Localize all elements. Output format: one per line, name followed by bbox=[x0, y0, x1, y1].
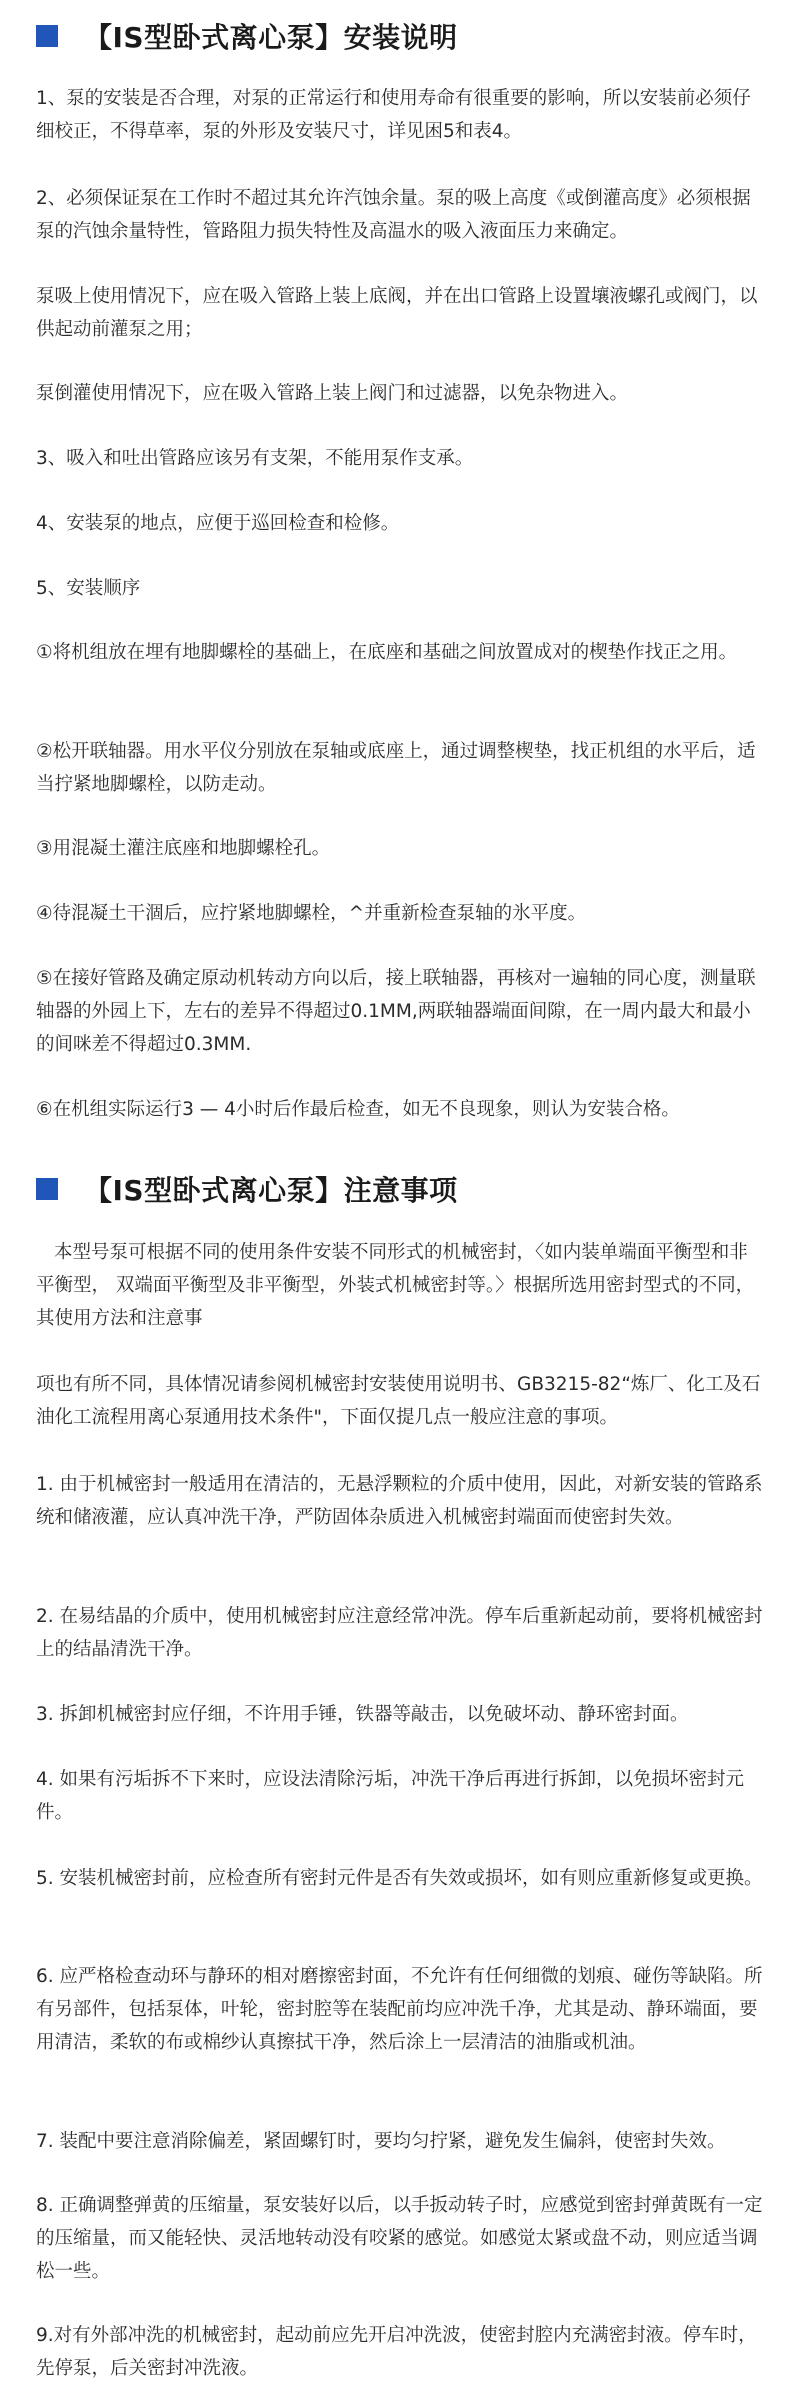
paragraph: 4. 如果有污垢拆不下来时，应设法清除污垢，冲洗干净后再进行拆卸，以免损坏密封元件。 bbox=[36, 1769, 745, 1823]
paragraph: 5. 安装机械密封前，应检查所有密封元件是否有失效或损坏，如有则应重新修复或更换。 bbox=[36, 1868, 763, 1889]
paragraph: 1. 由于机械密封一般适用在清洁的，无悬浮颗粒的介质中使用，因此，对新安装的管路系统和储液灌，应认真冲洗干净，严防固体杂质进入机械密封端面而使密封失效。 bbox=[36, 1474, 763, 1528]
paragraph: 2、必须保证泵在工作时不超过其允许汽蚀余量。泵的吸上高度《或倒灌高度》必须根据泵的汽蚀余量特性，管路阻力损失特性及高温水的吸入液面压力来确定。 bbox=[36, 188, 751, 242]
heading-marker-icon bbox=[36, 1178, 58, 1200]
paragraph: 2. 在易结晶的介质中，使用机械密封应注意经常冲洗。停车后重新起动前，要将机械密封上的结晶清洗干净。 bbox=[36, 1606, 763, 1660]
section-title: 【IS型卧式离心泵】安装说明 bbox=[84, 21, 458, 54]
heading-marker-icon bbox=[36, 25, 58, 47]
paragraph: 9.对有外部冲洗的机械密封，起动前应先开启冲洗波，使密封腔内充满密封液。停车时，先停泵，后关密封冲洗液。 bbox=[36, 2325, 757, 2379]
paragraph: 3、吸入和吐出管路应该另有支架，不能用泵作支承。 bbox=[36, 448, 474, 469]
paragraph: ④待混凝土干涸后，应拧紧地脚螺栓，^并重新检查泵轴的氷平度。 bbox=[36, 903, 587, 924]
paragraph: ②松开联轴器。用水平仪分别放在泵轴或底座上，通过调整楔垫，找正机组的水平后，适当拧紧地脚螺栓，以防走动。 bbox=[36, 741, 756, 795]
paragraph: 6. 应严格检查动环与静环的相对磨擦密封面，不允许有任何细微的划痕、碰伤等缺陷。所有另部件，包括泵体，叶轮，密封腔等在装配前均应冲洗千净，尤其是动、静环端面，要用清洁，柔软的布或棉纱认真擦拭干净，然后涂上一层清洁的油脂或机油。 bbox=[36, 1966, 763, 2053]
paragraph: 泵倒灌使用情况下，应在吸入管路上装上阀门和过滤器，以免杂物进入。 bbox=[36, 383, 629, 404]
paragraph: 项也有所不同，具体情况请参阅机械密封安装使用说明书、GB3215-82“炼厂、化工及石油化工流程用离心泵通用技术条件"，下面仅提几点一般应注意的事项。 bbox=[36, 1374, 761, 1428]
paragraph: 5、安装顺序 bbox=[36, 578, 141, 599]
paragraph: 1、泵的安装是否合理，对泵的正常运行和使用寿命有很重要的影响，所以安装前必须仔细校正，不得草率，泵的外形及安装尺寸，详见困5和表4。 bbox=[36, 88, 751, 142]
section-heading-installation bbox=[36, 14, 458, 58]
section-title: 【IS型卧式离心泵】注意事项 bbox=[84, 1174, 458, 1207]
paragraph: 7. 装配中要注意消除偏差，紧固螺钉时，要均匀拧紧，避免发生偏斜，使密封失效。 bbox=[36, 2131, 726, 2152]
paragraph: ⑤在接好管路及确定原动机转动方向以后，接上联轴器，再核对一遍轴的同心度，测量联轴器的外园上下，左右的差异不得超过0.1MM,两联轴器端面间隙，在一周内最大和最小的间咪差不得超过0.3MM. bbox=[36, 968, 756, 1055]
paragraph: ⑥在机组实际运行3 — 4小时后作最后检查，如无不良现象，则认为安装合格。 bbox=[36, 1099, 680, 1120]
paragraph: 8. 正确调整弹黄的压缩量，泵安装好以后，以手扳动转子时，应感觉到密封弹黄既有一定的压缩量，而又能轻快、灵活地转动没有咬紧的感觉。如感觉太紧或盘不动，则应适当调松一些。 bbox=[36, 2195, 763, 2282]
paragraph: 泵吸上使用情况下，应在吸入管路上装上底阀，并在出口管路上设置壤液螺孔或阀门，以供起动前灌泵之用； bbox=[36, 286, 758, 340]
paragraph: ①将机组放在埋有地脚螺栓的基础上，在底座和基础之间放置成对的楔垫作找正之用。 bbox=[36, 642, 738, 663]
section-heading-precautions bbox=[36, 1167, 458, 1211]
paragraph: 3. 拆卸机械密封应仔细，不许用手锤，铁器等敲击，以免破坏动、静环密封面。 bbox=[36, 1704, 689, 1725]
paragraph: 本型号泵可根据不同的使用条件安装不同形式的机械密封，〈如内装单端面平衡型和非平衡型， 双端面平衡型及非平衡型，外装式机械密封等。〉根据所选用密封型式的不同，其使用方法和注意事 bbox=[36, 1242, 755, 1329]
paragraph: 4、安装泵的地点，应便于巡回检查和检修。 bbox=[36, 513, 400, 534]
paragraph: ③用混凝土灌注底座和地脚螺栓孔。 bbox=[36, 838, 331, 859]
